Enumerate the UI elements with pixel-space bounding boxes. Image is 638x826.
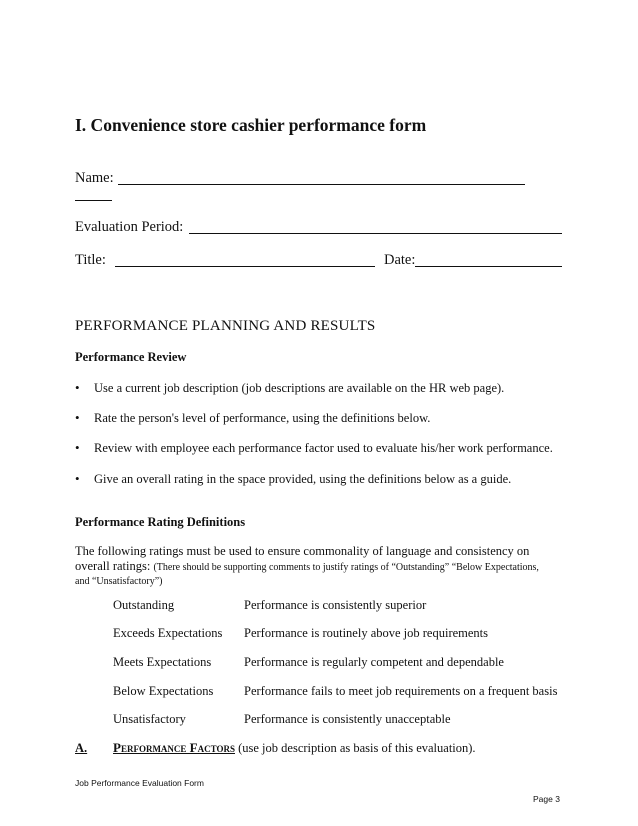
evaluation-period-label: Evaluation Period: (75, 219, 184, 235)
list-item-text: Give an overall rating in the space provided, using the definitions below as a guide. (94, 472, 512, 486)
list-item-text: Rate the person's level of performance, using the definitions below. (94, 411, 431, 425)
definitions-intro-line-2 (75, 559, 539, 574)
factor-label: Performance Factors (113, 740, 235, 755)
bullet-icon: • (75, 380, 80, 395)
footer-form-name: Job Performance Evaluation Form (75, 778, 204, 788)
definitions-intro-note: (There should be supporting comments to justify ratings of “Outstanding” “Below Expectations, (153, 562, 539, 573)
date-label: Date: (384, 252, 416, 268)
performance-review-heading: Performance Review (75, 350, 187, 364)
section-heading: PERFORMANCE PLANNING AND RESULTS (75, 318, 376, 334)
list-item (75, 380, 504, 396)
form-title: I. Convenience store cashier performance form (75, 115, 427, 135)
bullet-icon: • (75, 471, 80, 486)
rating-term: Unsatisfactory (113, 712, 186, 726)
title-field[interactable] (115, 266, 375, 267)
name-field[interactable] (118, 184, 525, 185)
date-field[interactable] (415, 266, 562, 267)
rating-description: Performance is regularly competent and dependable (244, 655, 504, 669)
definitions-intro-line-1: The following ratings must be used to ensure commonality of language and consistency on (75, 544, 530, 558)
page-number: Page 3 (533, 794, 560, 804)
rating-definitions-heading: Performance Rating Definitions (75, 515, 246, 529)
list-item (75, 471, 511, 487)
definitions-intro-line-3: and “Unsatisfactory”) (75, 576, 163, 587)
rating-term: Meets Expectations (113, 655, 212, 669)
rating-term: Outstanding (113, 598, 175, 612)
bullet-icon: • (75, 410, 80, 425)
list-item-text: Review with employee each performance factor used to evaluate his/her work performance. (94, 441, 553, 455)
rating-description: Performance is consistently unacceptable (244, 712, 451, 726)
bullet-icon: • (75, 440, 80, 455)
rating-description: Performance is consistently superior (244, 598, 427, 612)
definitions-intro-main: overall ratings: (75, 559, 154, 573)
rating-term: Below Expectations (113, 684, 214, 698)
title-label: Title: (75, 252, 106, 268)
rating-description: Performance fails to meet job requirements on a frequent basis (244, 684, 558, 698)
factor-letter: A. (75, 741, 88, 755)
name-field-continuation[interactable] (75, 200, 112, 201)
list-item (75, 410, 430, 426)
list-item (75, 440, 553, 456)
evaluation-period-field[interactable] (189, 233, 562, 234)
factor-note: (use job description as basis of this evaluation). (234, 741, 476, 755)
performance-factors-heading (75, 740, 476, 756)
rating-description: Performance is routinely above job requirements (244, 626, 489, 640)
name-label: Name: (75, 170, 114, 186)
list-item-text: Use a current job description (job descriptions are available on the HR web page). (94, 381, 505, 395)
rating-term: Exceeds Expectations (113, 626, 223, 640)
